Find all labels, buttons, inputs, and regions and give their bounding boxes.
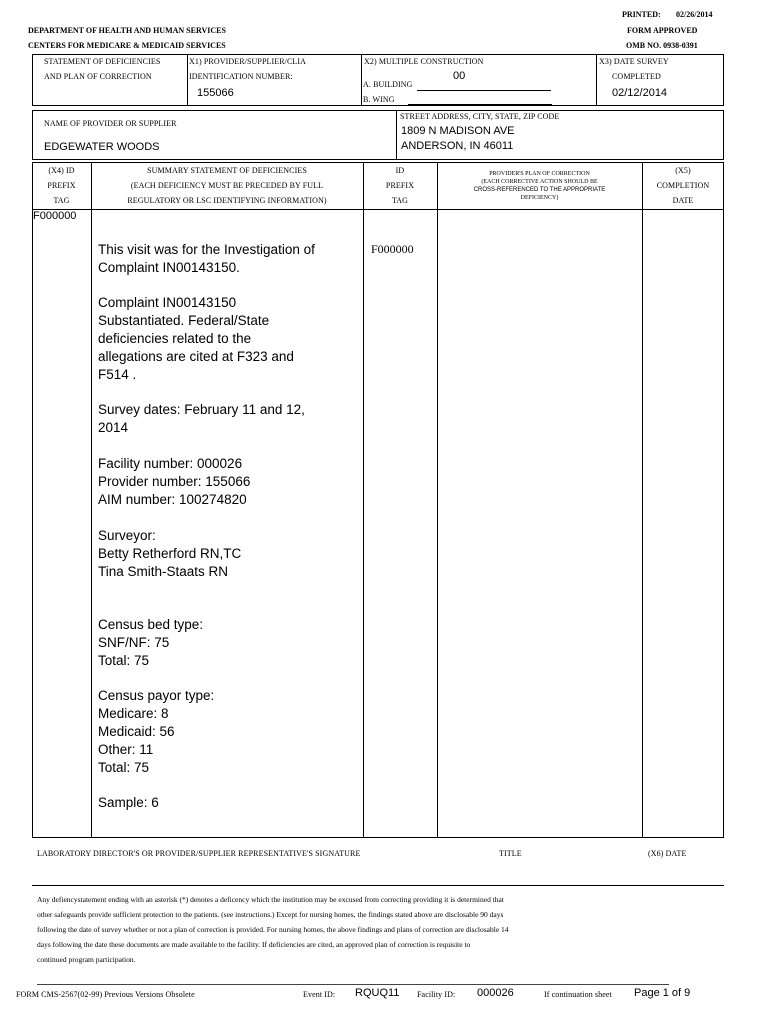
facility-id-label: Facility ID: <box>417 990 456 999</box>
x5-header-2: COMPLETION <box>656 181 710 190</box>
plan-header-2: (EACH CORRECTIVE ACTION SHOULD BE <box>481 179 598 185</box>
summary-paragraph: Census bed type: SNF/NF: 75 Total: 75 <box>98 617 204 668</box>
summary-paragraph: Surveyor: Betty Retherford RN,TC Tina Smith-Staats RN <box>98 528 242 579</box>
printed-label: PRINTED: <box>622 10 661 19</box>
date-survey-label: X3) DATE SURVEY <box>599 57 669 66</box>
building-label: A. BUILDING <box>363 80 413 89</box>
x4-header-1: (X4) ID <box>48 166 75 175</box>
summary-paragraph: Survey dates: February 11 and 12, 2014 <box>98 402 305 435</box>
disclaimer-line: days following the date these documents are made available to the facility. If deficiencies are cited, an approved plan of correction is requisite to <box>37 940 471 949</box>
disclaimer-line: following the date of survey whether or not a plan of correction is provided. For nursing homes, the above findings and plans of correction are disclosable 14 <box>37 925 509 934</box>
page-number: Page 1 of 9 <box>634 987 691 999</box>
multiple-construction-label: X2) MULTIPLE CONSTRUCTION <box>364 57 484 66</box>
plan-header-1: PROVIDER'S PLAN OF CORRECTION <box>489 171 590 177</box>
summary-paragraph: Facility number: 000026 Provider number: 155066 AIM number: 100274820 <box>98 456 251 507</box>
title-label: TITLE <box>499 849 522 858</box>
x4-header-2: PREFIX <box>47 181 76 190</box>
summary-paragraph: This visit was for the Investigation of Complaint IN00143150. <box>98 242 315 275</box>
divider <box>596 54 597 106</box>
id-header-1: ID <box>395 166 405 175</box>
summary-header-1: SUMMARY STATEMENT OF DEFICIENCIES <box>147 166 307 175</box>
disclaimer-line: other safeguards provide sufficient protection to the patients. (see instructions.) Except for nursing homes, the findings stated above are disclosable 90 days <box>37 910 504 919</box>
divider <box>396 110 397 160</box>
building-underline <box>417 90 551 91</box>
table-header-divider <box>32 209 724 210</box>
provider-id-value: 155066 <box>197 87 234 99</box>
wing-underline <box>408 104 552 105</box>
column-divider <box>363 162 364 838</box>
disclaimer-line: Any defiencystatement ending with an asterisk (*) denotes a deficency which the institution may be excused from correcting providing it is determined that <box>37 895 504 904</box>
event-id-value: RQUQ11 <box>355 987 400 999</box>
summary-paragraph: Sample: 6 <box>98 795 159 810</box>
signature-label: LABORATORY DIRECTOR'S OR PROVIDER/SUPPLIER REPRESENTATIVE'S SIGNATURE <box>37 849 361 858</box>
divider <box>187 54 188 106</box>
summary-paragraph: Census payor type: Medicare: 8 Medicaid: 56 Other: 11 Total: 75 <box>98 688 215 775</box>
department-title: DEPARTMENT OF HEALTH AND HUMAN SERVICES <box>28 26 226 35</box>
signature-divider <box>32 885 724 886</box>
plan-header-3: CROSS-REFERENCED TO THE APPROPRIATE <box>473 187 606 193</box>
address-line-2: ANDERSON, IN 46011 <box>401 140 514 152</box>
identification-number-label: IDENTIFICATION NUMBER: <box>189 72 293 81</box>
address-line-1: 1809 N MADISON AVE <box>401 125 515 137</box>
summary-paragraph: Complaint IN00143150 Substantiated. Federal/State deficiencies related to the allegations are cited at F323 and F514 . <box>98 295 294 382</box>
completed-label: COMPLETED <box>612 72 661 81</box>
event-id-label: Event ID: <box>303 990 336 999</box>
building-value: 00 <box>453 70 466 82</box>
footer-divider <box>37 984 669 985</box>
column-divider <box>642 162 643 838</box>
provider-name-value: EDGEWATER WOODS <box>44 141 160 153</box>
column-divider <box>437 162 438 838</box>
column-divider <box>91 162 92 838</box>
divider <box>361 54 362 106</box>
continuation-label: If continuation sheet <box>544 990 612 999</box>
x5-header-1: (X5) <box>675 166 691 175</box>
facility-id-value: 000026 <box>477 987 514 999</box>
left-tag: F000000 <box>33 210 77 222</box>
printed-date: 02/26/2014 <box>676 10 713 19</box>
centers-title: CENTERS FOR MEDICARE & MEDICAID SERVICES <box>28 41 226 50</box>
plan-label: AND PLAN OF CORRECTION <box>44 72 152 81</box>
provider-clia-label: X1) PROVIDER/SUPPLIER/CLIA <box>189 57 307 66</box>
statement-label: STATEMENT OF DEFICIENCIES <box>44 57 161 66</box>
x5-header-3: DATE <box>672 196 694 205</box>
form-approved: FORM APPROVED <box>627 26 698 35</box>
summary-header-3: REGULATORY OR LSC IDENTIFYING INFORMATION) <box>127 196 327 205</box>
form-number: FORM CMS-2567(02-99) Previous Versions Obsolete <box>16 990 195 999</box>
id-header-2: PREFIX <box>385 181 415 190</box>
id-header-3: TAG <box>391 196 409 205</box>
right-tag: F000000 <box>371 242 414 256</box>
provider-name-label: NAME OF PROVIDER OR SUPPLIER <box>44 119 177 128</box>
plan-header-4: DEFICIENCY) <box>520 195 559 201</box>
address-label: STREET ADDRESS, CITY, STATE, ZIP CODE <box>400 112 560 121</box>
disclaimer-line: continued program participation. <box>37 955 136 964</box>
date-survey-value: 02/12/2014 <box>612 87 668 99</box>
wing-label: B. WING <box>363 95 395 104</box>
x4-header-3: TAG <box>53 196 70 205</box>
summary-header-2: (EACH DEFICIENCY MUST BE PRECEDED BY FULL <box>130 181 324 190</box>
omb-number: OMB NO. 0938-0391 <box>626 41 698 50</box>
date-label: (X6) DATE <box>648 849 687 858</box>
